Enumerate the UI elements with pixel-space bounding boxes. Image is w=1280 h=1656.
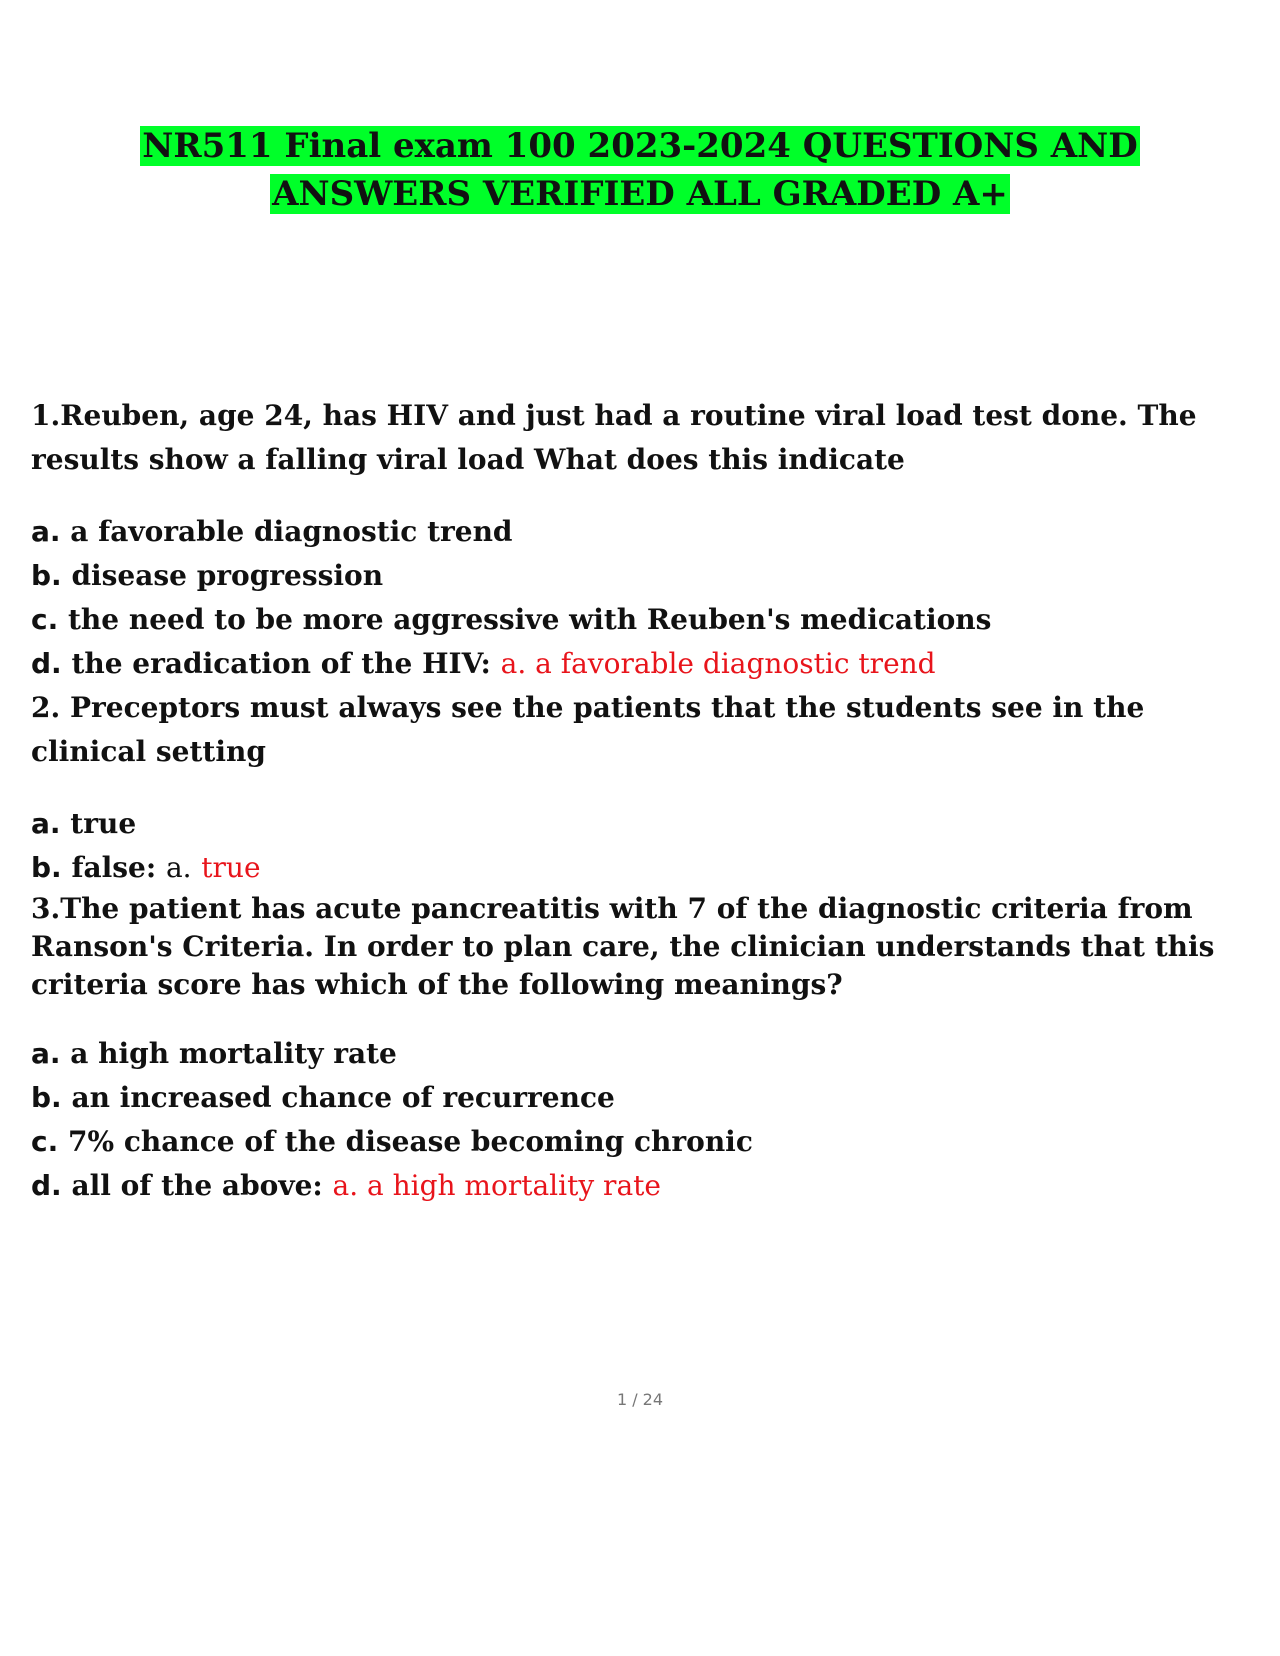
question-1-answer: a. a favorable diagnostic trend: [500, 647, 936, 680]
document-title: [0, 122, 1280, 218]
question-2-option-a: a. true: [31, 807, 137, 840]
question-2: [31, 686, 1256, 890]
question-1-option-b: b. disease progression: [31, 559, 384, 592]
question-3: [31, 890, 1256, 1208]
question-3-option-b: b. an increased chance of recurrence: [31, 1081, 615, 1114]
question-1: [31, 394, 1256, 686]
question-1-option-c: c. the need to be more aggressive with Reuben's medications: [31, 603, 992, 636]
question-3-option-d: d. all of the above: a. a high mortality rate: [31, 1169, 661, 1202]
question-3-option-a: a. a high mortality rate: [31, 1037, 397, 1070]
question-3-option-c: c. 7% chance of the disease becoming chronic: [31, 1125, 753, 1158]
question-list: [31, 394, 1256, 1208]
question-1-option-d: d. the eradication of the HIV: a. a favorable diagnostic trend: [31, 647, 936, 680]
question-2-answer: true: [201, 851, 261, 884]
question-2-answer-prefix: a.: [165, 851, 192, 884]
title-line-1: NR511 Final exam 100 2023-2024 QUESTIONS AND: [142, 126, 1138, 166]
question-3-text: 3.The patient has acute pancreatitis with 7 of the diagnostic criteria from Ranson's Criteria. In order to plan care, the clinician understands that this criteria score has which of the following meanings?: [31, 892, 1215, 1001]
question-2-option-b: b. false: a. true: [31, 851, 261, 884]
question-1-option-a: a. a favorable diagnostic trend: [31, 515, 513, 548]
question-1-text: 1.Reuben, age 24, has HIV and just had a routine viral load test done. The results show a falling viral load What does this indicate: [31, 399, 1197, 476]
title-line-2: ANSWERS VERIFIED ALL GRADED A+: [272, 174, 1008, 214]
question-2-text: 2. Preceptors must always see the patients that the students see in the clinical setting: [31, 691, 1145, 768]
page-indicator: 1 / 24: [616, 1390, 664, 1409]
question-3-answer: a. a high mortality rate: [332, 1169, 661, 1202]
